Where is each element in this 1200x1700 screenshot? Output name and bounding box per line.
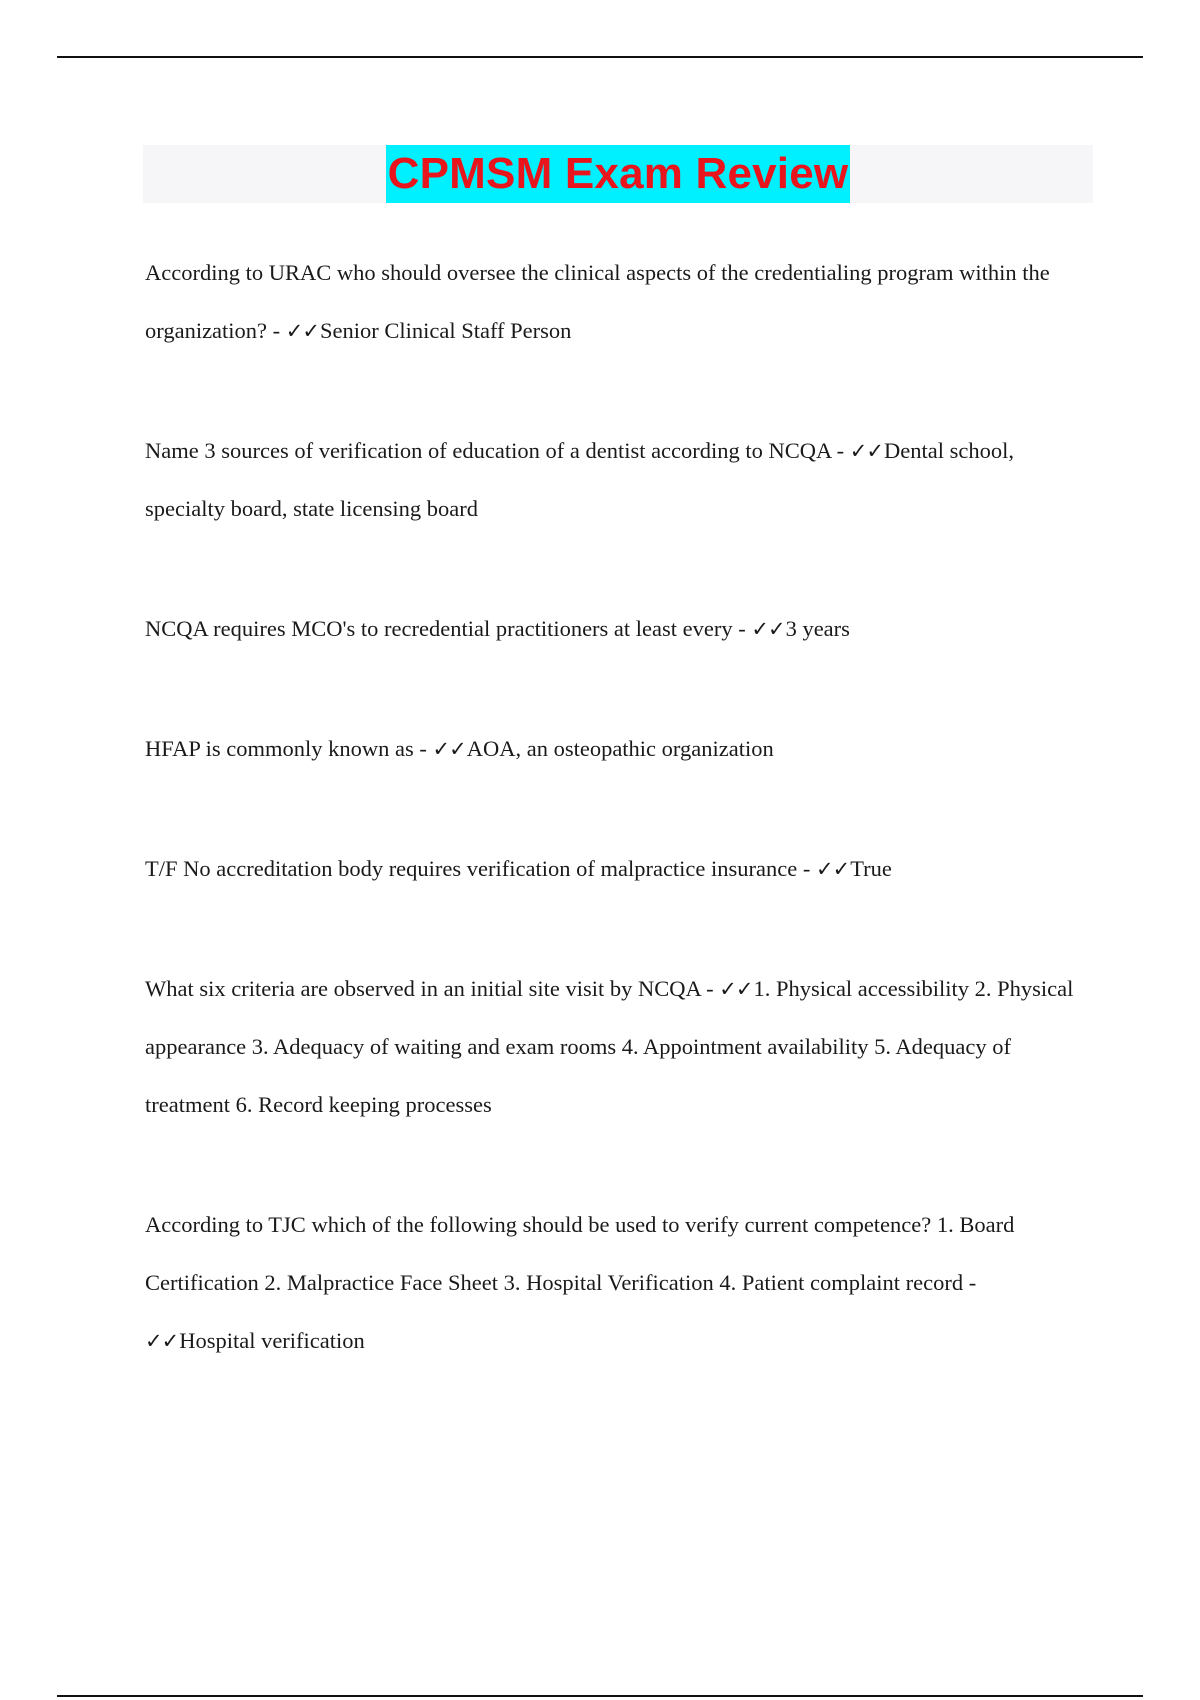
qa-item bbox=[145, 1196, 1090, 1370]
question-text: HFAP is commonly known as - bbox=[145, 736, 433, 761]
answer-text: True bbox=[850, 856, 892, 881]
answer-text: 1. Physical accessibility 2. Physical appearance 3. Adequacy of waiting and exam rooms 4. Appointment availability 5. Adequacy of treatment 6. Record keeping processes bbox=[145, 976, 1074, 1117]
qa-item bbox=[145, 422, 1090, 538]
question-text: What six criteria are observed in an initial site visit by NCQA - bbox=[145, 976, 720, 1001]
title-band bbox=[143, 145, 1093, 203]
qa-item bbox=[145, 244, 1090, 360]
qa-item bbox=[145, 960, 1090, 1134]
check-mark-icon: ✓✓ bbox=[849, 439, 883, 463]
question-text: According to URAC who should oversee the clinical aspects of the credentialing program within the organization? - bbox=[145, 260, 1050, 343]
check-mark-icon: ✓✓ bbox=[285, 319, 319, 343]
check-mark-icon: ✓✓ bbox=[815, 857, 850, 881]
check-mark-icon: ✓✓ bbox=[432, 737, 466, 761]
qa-item bbox=[145, 840, 1090, 898]
check-mark-icon: ✓✓ bbox=[145, 1329, 179, 1353]
answer-text: Hospital verification bbox=[179, 1328, 365, 1353]
document-title: CPMSM Exam Review bbox=[386, 145, 851, 203]
question-text: Name 3 sources of verification of education of a dentist according to NCQA - bbox=[145, 438, 850, 463]
qa-item bbox=[145, 720, 1090, 778]
qa-item bbox=[145, 600, 1090, 658]
check-mark-icon: ✓✓ bbox=[719, 977, 753, 1001]
answer-text: 3 years bbox=[785, 616, 850, 641]
answer-text: AOA, an osteopathic organization bbox=[466, 736, 774, 761]
page-top-rule bbox=[57, 56, 1143, 58]
check-mark-icon: ✓✓ bbox=[751, 617, 785, 641]
question-text: T/F No accreditation body requires verification of malpractice insurance - bbox=[145, 856, 816, 881]
qa-list bbox=[145, 244, 1090, 1370]
question-text: According to TJC which of the following should be used to verify current competence? 1. Board Certification 2. Malpractice Face Sheet 3. Hospital Verification 4. Patient complaint record - bbox=[145, 1212, 1015, 1295]
answer-text: Senior Clinical Staff Person bbox=[319, 318, 572, 343]
page-bottom-rule bbox=[57, 1695, 1143, 1697]
question-text: NCQA requires MCO's to recredential practitioners at least every - bbox=[145, 616, 752, 641]
answer-text: Dental school, specialty board, state licensing board bbox=[145, 438, 1014, 521]
